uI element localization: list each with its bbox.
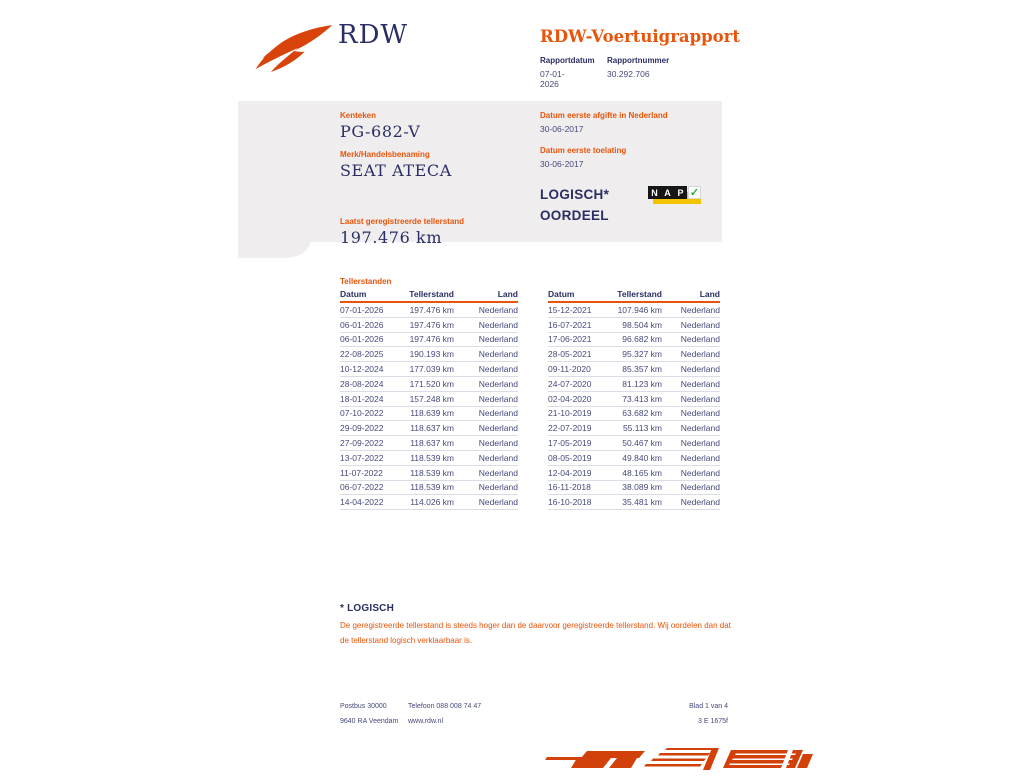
table-cell: 12-04-2019 xyxy=(548,467,592,478)
table-cell: Nederland xyxy=(680,334,720,345)
table-cell: 95.327 km xyxy=(622,349,662,360)
table-cell: Nederland xyxy=(478,334,518,345)
logisch-footnote xyxy=(340,603,732,649)
table-cell: 27-09-2022 xyxy=(340,438,384,449)
table-cell: 107.946 km xyxy=(617,304,662,315)
table-row xyxy=(340,377,518,392)
footer-city: 9640 RA Veendam xyxy=(340,718,399,725)
report-date-value: 07-01-2026 xyxy=(540,69,565,89)
rdw-feather-logo-icon xyxy=(252,24,334,72)
tellerstand-value: 197.476 km xyxy=(340,228,443,247)
nap-logo xyxy=(648,184,704,208)
table-row xyxy=(548,421,720,436)
nap-letter-a: A xyxy=(661,186,674,199)
table-row xyxy=(548,362,720,377)
table-cell: 18-01-2024 xyxy=(340,393,384,404)
table-cell: Nederland xyxy=(680,408,720,419)
table-cell: 13-07-2022 xyxy=(340,452,384,463)
tellerstanden-title: Tellerstanden xyxy=(340,277,392,286)
report-date-block xyxy=(540,56,595,89)
kenteken-value: PG-682-V xyxy=(340,122,421,141)
report-number-block xyxy=(607,56,669,89)
table-row xyxy=(340,407,518,422)
table-header-row xyxy=(340,290,518,303)
table-header-row xyxy=(548,290,720,303)
column-header-land: Land xyxy=(699,289,720,299)
table-row xyxy=(340,436,518,451)
table-cell: 29-09-2022 xyxy=(340,423,384,434)
tellerstanden-table-left xyxy=(340,290,518,510)
table-cell: 07-10-2022 xyxy=(340,408,384,419)
table-cell: Nederland xyxy=(680,497,720,508)
table-row xyxy=(548,481,720,496)
table-cell: 96.682 km xyxy=(622,334,662,345)
table-cell: Nederland xyxy=(680,482,720,493)
table-row xyxy=(548,303,720,318)
merk-value: SEAT ATECA xyxy=(340,161,452,180)
table-row xyxy=(548,333,720,348)
table-cell: 08-05-2019 xyxy=(548,452,592,463)
table-cell: Nederland xyxy=(680,467,720,478)
rdw-truck-graphic-icon xyxy=(545,746,817,776)
table-row xyxy=(548,392,720,407)
vehicle-summary-right xyxy=(540,111,668,227)
nap-letter-n: N xyxy=(648,186,661,199)
table-cell: 55.113 km xyxy=(622,423,662,434)
table-cell: 21-10-2019 xyxy=(548,408,592,419)
table-row xyxy=(340,318,518,333)
nap-letter-p: P xyxy=(674,186,687,199)
table-row xyxy=(340,466,518,481)
table-row xyxy=(340,362,518,377)
toelating-value: 30-06-2017 xyxy=(540,159,584,169)
table-cell: Nederland xyxy=(478,378,518,389)
table-cell: Nederland xyxy=(680,393,720,404)
nap-check-icon: ✓ xyxy=(689,187,700,199)
table-row xyxy=(340,333,518,348)
footnote-title: * LOGISCH xyxy=(340,603,395,614)
rdw-logo-wordmark: RDW xyxy=(338,20,409,50)
tellerstand-label: Laatst geregistreerde tellerstand xyxy=(340,217,465,226)
oordeel-line1: LOGISCH* xyxy=(540,187,610,202)
vehicle-summary-panel-tab xyxy=(238,242,310,258)
table-row xyxy=(548,451,720,466)
table-cell: 50.467 km xyxy=(622,438,662,449)
column-header-datum: Datum xyxy=(340,289,367,299)
report-date-label: Rapportdatum xyxy=(540,56,595,65)
table-row xyxy=(548,495,720,510)
afgifte-value: 30-06-2017 xyxy=(540,124,584,134)
footer-postbus: Postbus 30000 xyxy=(340,703,387,710)
table-cell: 190.193 km xyxy=(409,349,454,360)
footer-address xyxy=(340,699,408,729)
tellerstanden-table-right xyxy=(548,290,720,510)
report-number-label: Rapportnummer xyxy=(607,56,670,65)
table-cell: Nederland xyxy=(478,349,518,360)
table-row xyxy=(548,466,720,481)
page-title: RDW-Voertuigrapport xyxy=(540,27,740,46)
table-row xyxy=(548,407,720,422)
table-cell: 11-07-2022 xyxy=(340,467,383,478)
column-header-land: Land xyxy=(497,289,518,299)
table-cell: 22-08-2025 xyxy=(340,349,384,360)
table-cell: 15-12-2021 xyxy=(548,304,592,315)
afgifte-label: Datum eerste afgifte in Nederland xyxy=(540,111,668,120)
table-cell: Nederland xyxy=(478,467,518,478)
footer-page-number: Blad 1 van 4 xyxy=(689,703,728,710)
table-cell: 81.123 km xyxy=(622,378,662,389)
table-cell: 06-07-2022 xyxy=(340,482,384,493)
table-cell: Nederland xyxy=(680,378,720,389)
page-footer xyxy=(340,699,728,729)
table-cell: Nederland xyxy=(680,438,720,449)
table-row xyxy=(340,421,518,436)
table-cell: 16-07-2021 xyxy=(548,319,592,330)
table-row xyxy=(548,318,720,333)
table-cell: 06-01-2026 xyxy=(340,334,384,345)
table-cell: Nederland xyxy=(680,304,720,315)
vehicle-summary-left xyxy=(340,111,464,256)
table-cell: 118.539 km xyxy=(410,482,454,493)
table-cell: 09-11-2020 xyxy=(548,364,591,375)
table-cell: 24-07-2020 xyxy=(548,378,592,389)
table-cell: 14-04-2022 xyxy=(340,497,384,508)
table-cell: Nederland xyxy=(478,364,518,375)
table-cell: Nederland xyxy=(680,364,720,375)
table-cell: 63.682 km xyxy=(622,408,662,419)
footer-website: www.rdw.nl xyxy=(408,718,444,725)
table-cell: 28-05-2021 xyxy=(548,349,592,360)
table-cell: 118.637 km xyxy=(410,423,454,434)
table-row xyxy=(548,377,720,392)
table-cell: 35.481 km xyxy=(622,497,662,508)
kenteken-label: Kenteken xyxy=(340,111,377,120)
table-cell: 10-12-2024 xyxy=(340,364,384,375)
table-row xyxy=(340,481,518,496)
table-cell: 28-08-2024 xyxy=(340,378,384,389)
table-cell: Nederland xyxy=(680,319,720,330)
merk-label: Merk/Handelsbenaming xyxy=(340,150,430,159)
table-cell: 16-11-2018 xyxy=(548,482,591,493)
table-cell: Nederland xyxy=(680,452,720,463)
table-cell: 114.026 km xyxy=(410,497,454,508)
table-row xyxy=(340,495,518,510)
table-cell: 98.504 km xyxy=(622,319,662,330)
table-cell: 118.639 km xyxy=(410,408,454,419)
table-cell: Nederland xyxy=(478,304,518,315)
table-cell: 118.637 km xyxy=(410,438,454,449)
table-cell: 07-01-2026 xyxy=(340,304,384,315)
footer-contact xyxy=(408,699,689,729)
table-cell: 17-06-2021 xyxy=(548,334,592,345)
table-cell: Nederland xyxy=(478,408,518,419)
footer-pageinfo xyxy=(689,699,728,729)
table-cell: 197.476 km xyxy=(409,319,454,330)
table-cell: 16-10-2018 xyxy=(548,497,592,508)
table-cell: Nederland xyxy=(478,393,518,404)
table-cell: 85.357 km xyxy=(622,364,662,375)
table-cell: 118.539 km xyxy=(410,452,454,463)
table-cell: 38.089 km xyxy=(622,482,662,493)
table-cell: 22-07-2019 xyxy=(548,423,592,434)
table-row xyxy=(340,451,518,466)
toelating-label: Datum eerste toelating xyxy=(540,146,627,155)
footnote-text: De geregistreerde tellerstand is steeds hoger dan de daarvoor geregistreerde tellerstand. Wij oordelen dan dat de tellerstand logisch verklaarbaar is. xyxy=(340,621,731,645)
table-cell: 49.840 km xyxy=(622,452,662,463)
table-cell: Nederland xyxy=(478,452,518,463)
table-cell: 02-04-2020 xyxy=(548,393,592,404)
table-cell: 73.413 km xyxy=(622,393,662,404)
report-number-value: 30.292.706 xyxy=(607,69,650,79)
table-cell: 197.476 km xyxy=(409,334,454,345)
table-row xyxy=(340,392,518,407)
table-cell: 197.476 km xyxy=(409,304,454,315)
table-row xyxy=(340,303,518,318)
column-header-datum: Datum xyxy=(548,289,575,299)
table-cell: 17-05-2019 xyxy=(548,438,592,449)
table-cell: Nederland xyxy=(478,497,518,508)
footer-phone: Telefoon 088 008 74 47 xyxy=(408,703,482,710)
table-cell: 177.039 km xyxy=(409,364,454,375)
table-cell: 06-01-2026 xyxy=(340,319,384,330)
table-cell: Nederland xyxy=(478,438,518,449)
table-cell: 118.539 km xyxy=(410,467,454,478)
table-cell: Nederland xyxy=(680,349,720,360)
column-header-tellerstand: Tellerstand xyxy=(617,289,662,299)
table-cell: Nederland xyxy=(478,319,518,330)
column-header-tellerstand: Tellerstand xyxy=(409,289,454,299)
table-cell: Nederland xyxy=(478,482,518,493)
footer-form-code: 3 E 1675f xyxy=(698,718,728,725)
table-cell: 157.248 km xyxy=(409,393,454,404)
table-cell: Nederland xyxy=(680,423,720,434)
table-cell: Nederland xyxy=(478,423,518,434)
table-cell: 48.165 km xyxy=(622,467,662,478)
table-cell: 171.520 km xyxy=(409,378,454,389)
table-row xyxy=(340,347,518,362)
report-meta xyxy=(540,56,669,89)
table-row xyxy=(548,347,720,362)
oordeel-line2: OORDEEL xyxy=(540,207,609,223)
table-row xyxy=(548,436,720,451)
